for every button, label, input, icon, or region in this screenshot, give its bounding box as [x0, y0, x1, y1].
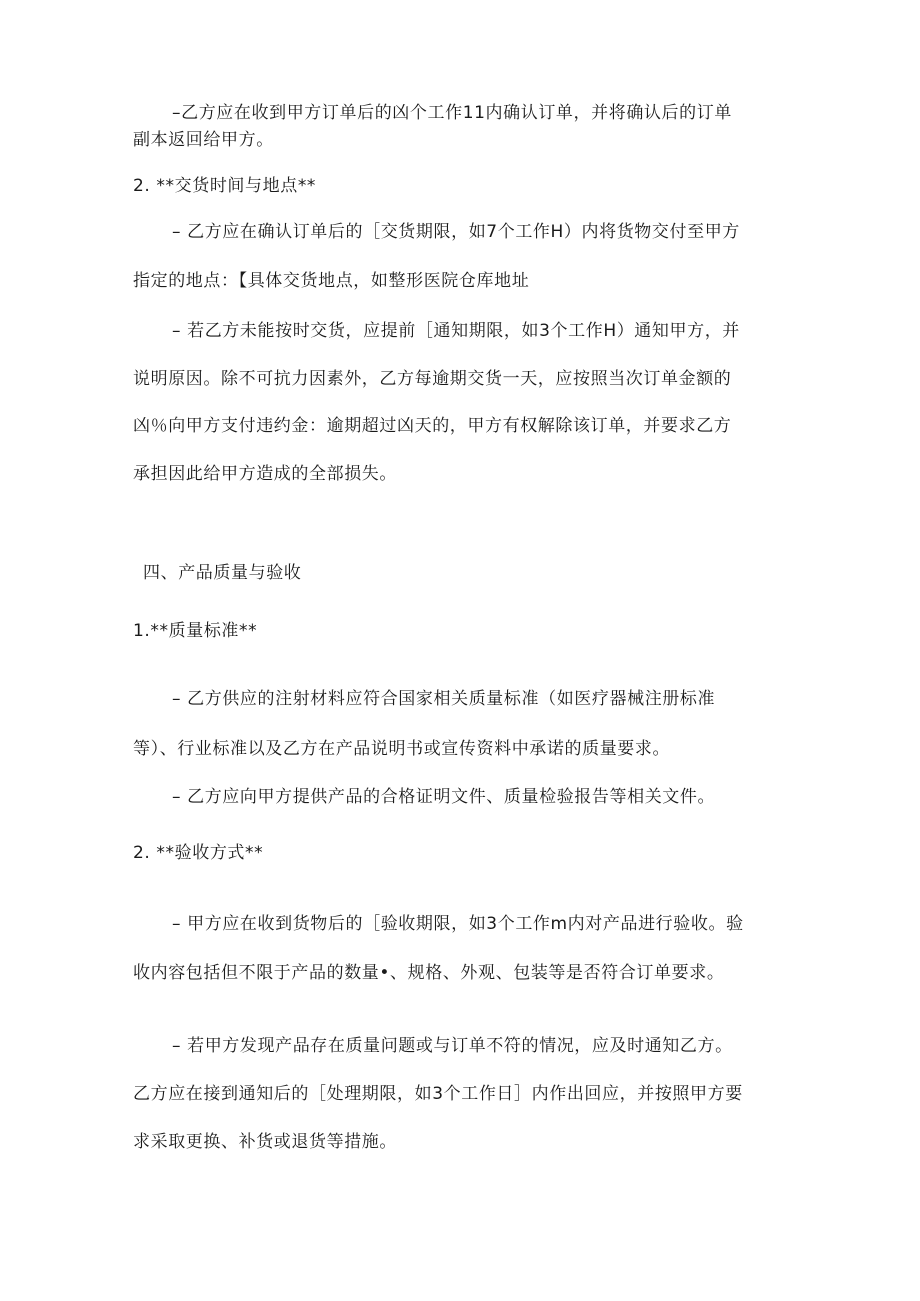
text-line-late-3: 凶％向甲方支付违约金：逾期超过凶天的，甲方有权解除该订单，并要求乙方 — [133, 416, 732, 436]
text-line-issue-2: 乙方应在接到通知后的［处理期限，如3个工作日］内作出回应，并按照甲方要 — [133, 1084, 743, 1104]
text-line-issue-1: – 若甲方发现产品存在质量问题或与订单不符的情况，应及时通知乙方。 — [172, 1036, 733, 1056]
section-heading-acceptance: 2. **验收方式** — [133, 843, 264, 863]
text-line-quality-2: 等）、行业标准以及乙方在产品说明书或宣传资料中承诺的质量要求。 — [133, 739, 671, 759]
text-line-late-1: – 若乙方未能按时交货，应提前［通知期限，如3个工作H）通知甲方，并 — [172, 321, 740, 341]
text-line-acceptance-2: 收内容包括但不限于产品的数量•、规格、外观、包装等是否符合订单要求。 — [133, 963, 725, 983]
text-line-order-confirm-2: 副本返回给甲方。 — [133, 130, 274, 150]
text-line-late-2: 说明原因。除不可抗力因素外，乙方每逾期交货一天，应按照当次订单金额的 — [133, 369, 732, 389]
text-line-quality-1: – 乙方供应的注射材料应符合国家相关质量标准（如医疗器械注册标准 — [172, 689, 716, 709]
text-line-delivery-2: 指定的地点：【具体交货地点，如整形医院仓库地址 — [133, 271, 530, 291]
section-heading-delivery: 2. **交货时间与地点** — [133, 176, 317, 196]
text-line-quality-3: – 乙方应向甲方提供产品的合格证明文件、质量检验报告等相关文件。 — [172, 787, 716, 807]
text-line-delivery-1: – 乙方应在确认订单后的［交货期限，如7个工作H）内将货物交付至甲方 — [172, 222, 740, 242]
text-line-acceptance-1: – 甲方应在收到货物后的［验收期限，如3个工作m内对产品进行验收。验 — [172, 914, 744, 934]
section-heading-quality-standard: 1.**质量标准** — [133, 621, 258, 641]
text-line-late-4: 承担因此给甲方造成的全部损失。 — [133, 464, 397, 484]
chapter-heading-quality: 四、产品质量与验收 — [143, 563, 302, 583]
text-line-issue-3: 求采取更换、补货或退货等措施。 — [133, 1132, 397, 1152]
text-line-order-confirm-1: –乙方应在收到甲方订单后的凶个工作11内确认订单，并将确认后的订单 — [172, 103, 732, 123]
